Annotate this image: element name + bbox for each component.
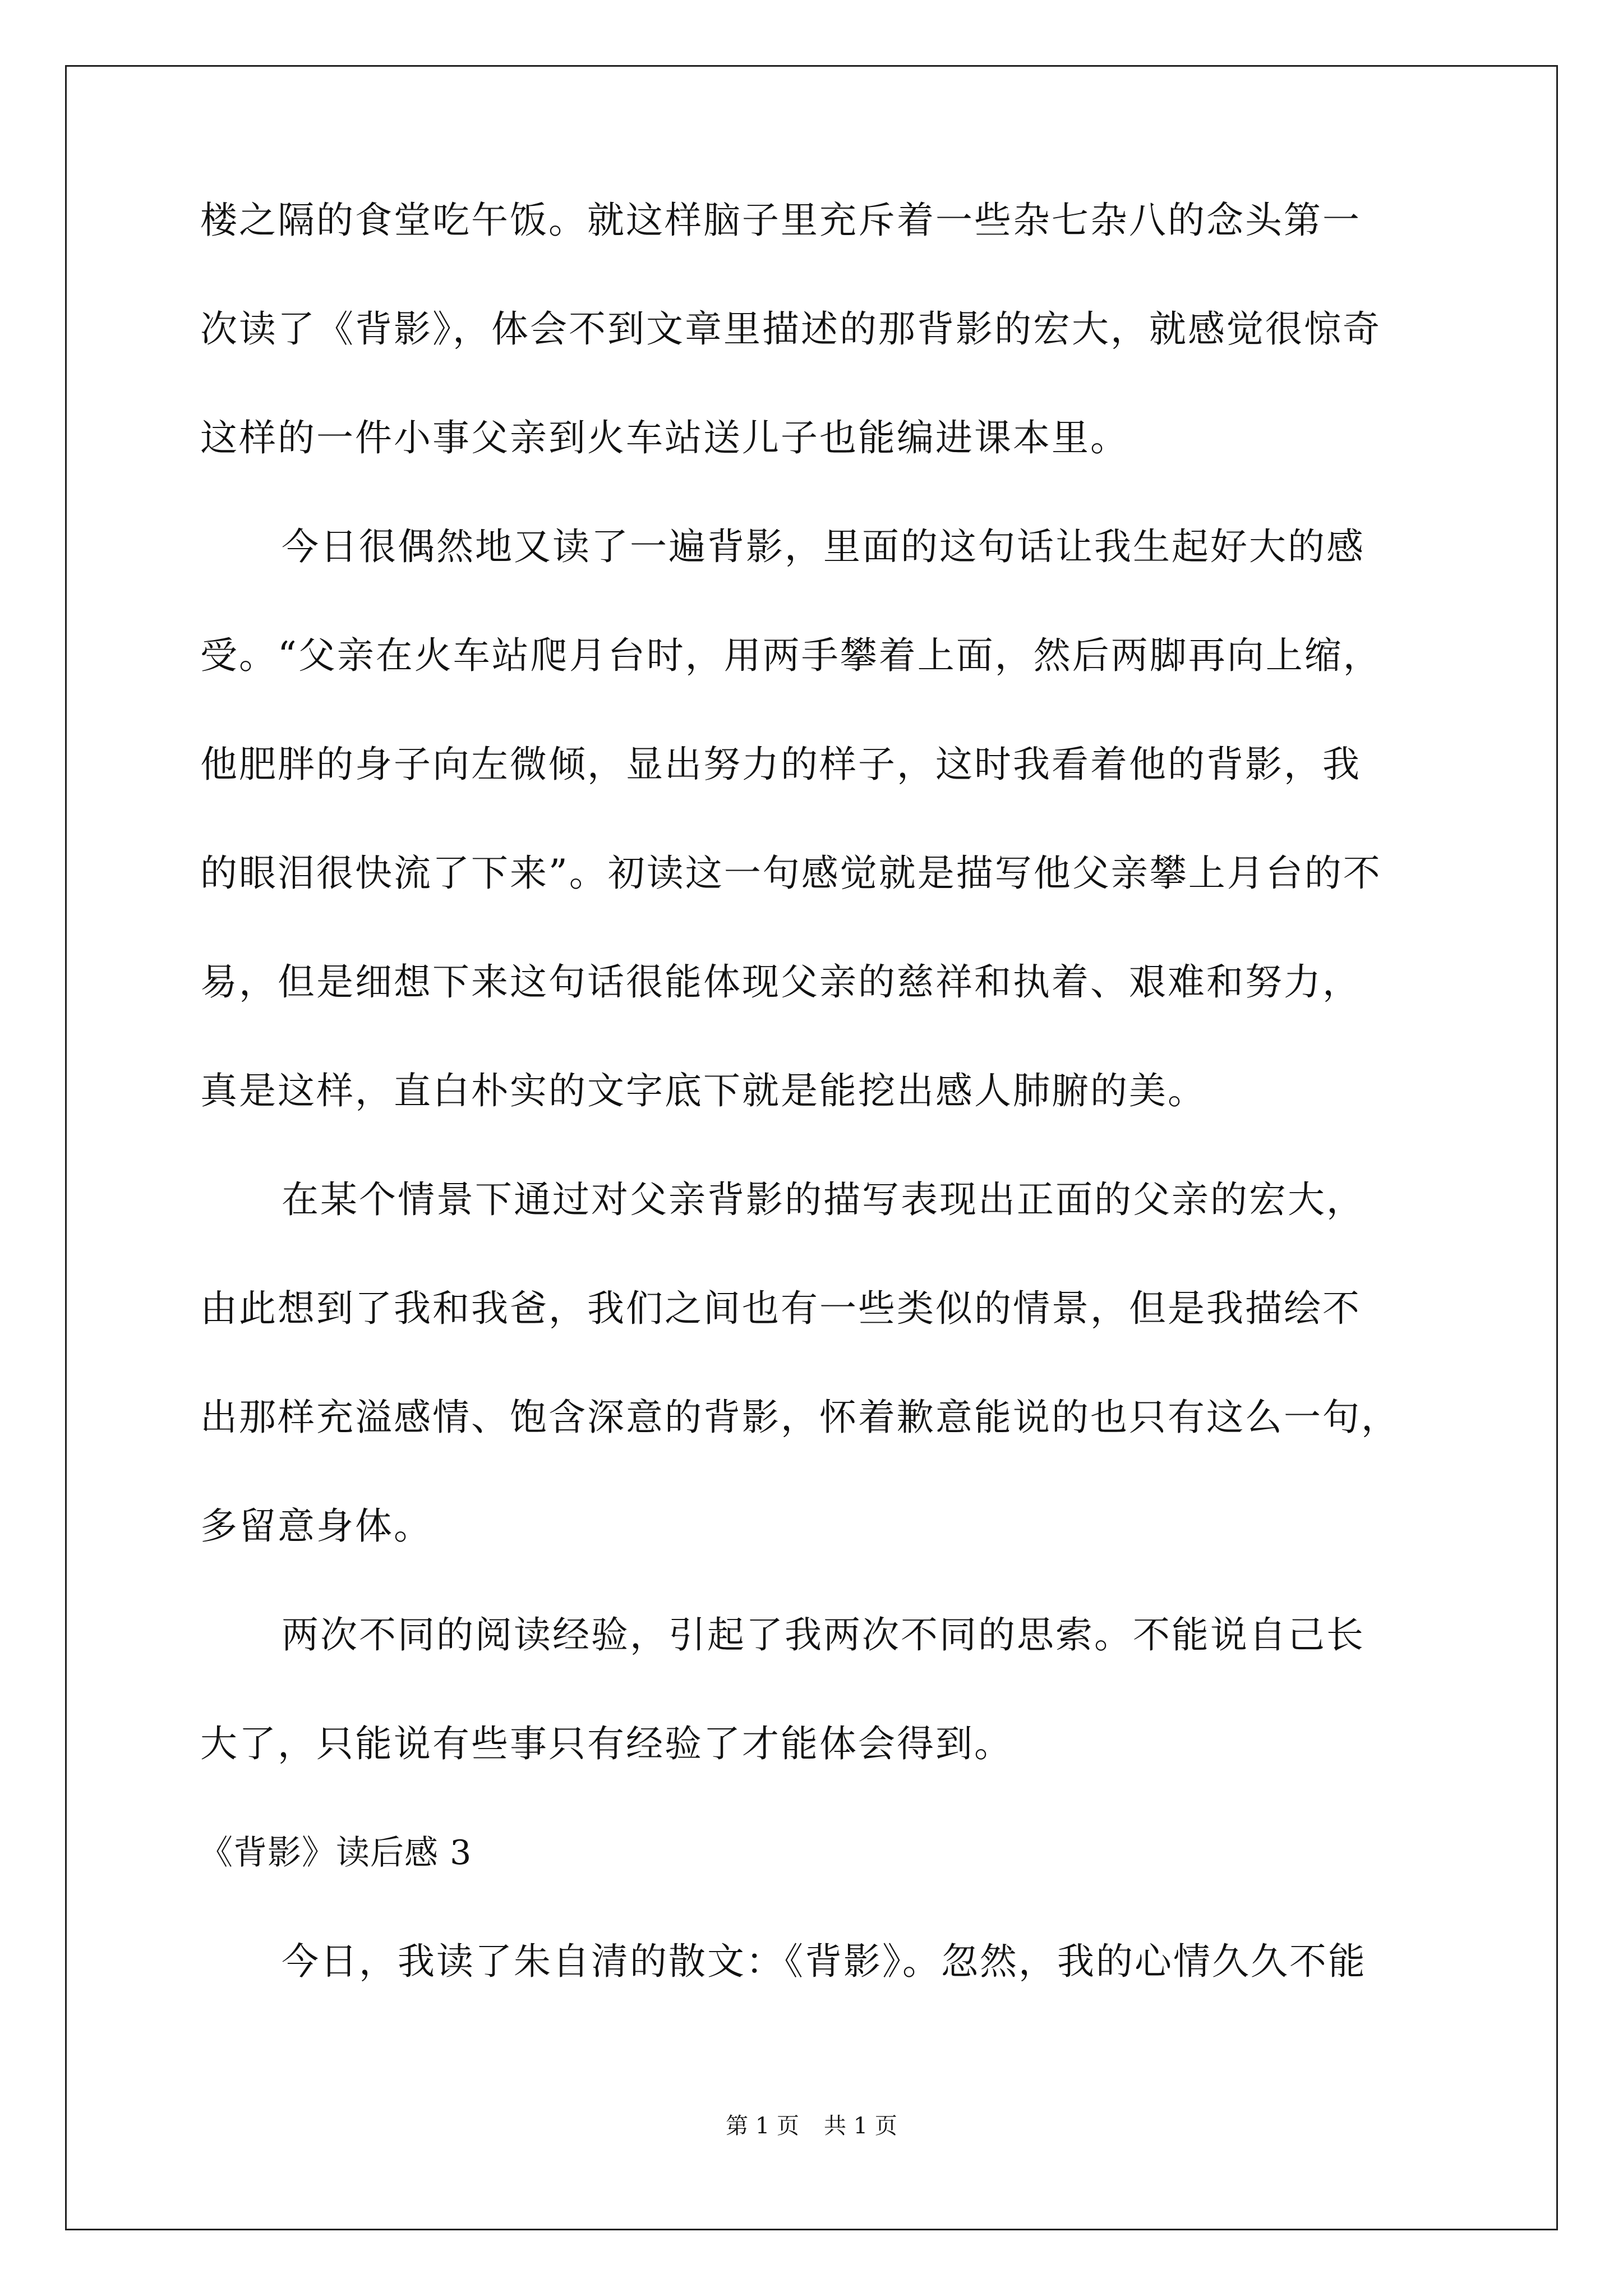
paragraph-line: 大了，只能说有些事只有经验了才能体会得到。 xyxy=(200,1722,1013,1765)
paragraph-line: 次读了《背影》，体会不到文章里描述的那背影的宏大，就感觉很惊奇 xyxy=(200,307,1381,351)
paragraph-line: 今日，我读了朱自清的散文：《背影》。忽然，我的心情久久不能 xyxy=(282,1940,1367,1983)
paragraph-line: 由此想到了我和我爸，我们之间也有一些类似的情景，但是我描绘不 xyxy=(200,1287,1361,1330)
paragraph-line: 多留意身体。 xyxy=(200,1504,432,1548)
paragraph-line: 今日很偶然地又读了一遍背影，里面的这句话让我生起好大的感 xyxy=(282,525,1365,568)
paragraph-line: 他肥胖的身子向左微倾，显出努力的样子，这时我看着他的背影，我 xyxy=(200,743,1361,786)
section-heading: 《背影》读后感 3 xyxy=(199,1833,472,1872)
paragraph-line: 出那样充溢感情、饱含深意的背影，怀着歉意能说的也只有这么一句， xyxy=(200,1396,1400,1439)
paragraph-line: 真是这样，直白朴实的文字底下就是能挖出感人肺腑的美。 xyxy=(200,1069,1206,1112)
paragraph-line: 楼之隔的食堂吃午饭。就这样脑子里充斥着一些杂七杂八的念头第一 xyxy=(200,199,1361,242)
page-number: 第 1 页 xyxy=(726,2113,799,2139)
page-total: 共 1 页 xyxy=(824,2113,897,2139)
paragraph-line: 的眼泪很快流了下来”。初读这一句感觉就是描写他父亲攀上月台的不 xyxy=(200,852,1382,895)
paragraph-line: 受。“父亲在火车站爬月台时，用两手攀着上面，然后两脚再向上缩， xyxy=(200,634,1382,677)
document-body xyxy=(199,199,1434,2052)
paragraph-line: 在某个情景下通过对父亲背影的描写表现出正面的父亲的宏大， xyxy=(282,1178,1365,1221)
paragraph-line: 两次不同的阅读经验，引起了我两次不同的思索。不能说自己长 xyxy=(282,1613,1365,1657)
page-footer xyxy=(0,2114,1623,2138)
paragraph-line: 易，但是细想下来这句话很能体现父亲的慈祥和执着、艰难和努力， xyxy=(200,960,1361,1004)
paragraph-line: 这样的一件小事父亲到火车站送儿子也能编进课本里。 xyxy=(200,416,1129,459)
